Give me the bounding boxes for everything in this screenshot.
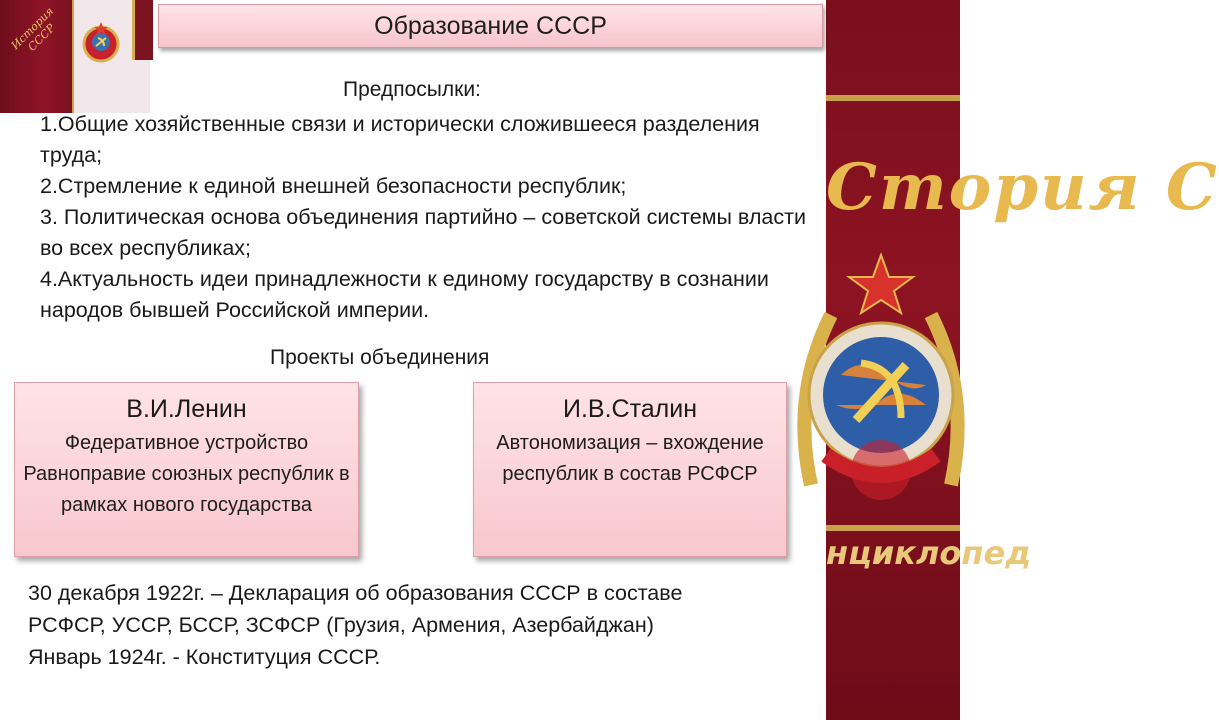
- prerequisite-item: 2.Стремление к единой внешней безопасности республик;: [40, 174, 627, 198]
- card-name: В.И.Ленин: [126, 395, 247, 423]
- stalin-project-card: [473, 382, 787, 557]
- prerequisite-item: 4.Актуальность идеи принадлежности к единому государству в сознании народов бывшей Российской империи.: [40, 267, 769, 322]
- encyclopedia-cover-image: [826, 0, 1219, 720]
- conclusion-text: [28, 577, 828, 673]
- book-image: [0, 0, 74, 113]
- card-description: Федеративное устройство Равноправие союзных республик в рамках нового государства: [23, 432, 350, 516]
- conclusion-line: 30 декабря 1922г. – Декларация об образования СССР в составе: [28, 581, 683, 605]
- gold-band: [826, 95, 960, 101]
- book-spine-corner: [132, 0, 153, 60]
- prerequisite-item: 1.Общие хозяйственные связи и исторически сложившееся разделения труда;: [40, 112, 760, 167]
- card-name: И.В.Сталин: [562, 395, 698, 423]
- conclusion-line: Январь 1924г. - Конституция СССР.: [28, 645, 381, 669]
- soviet-emblem-icon: [80, 20, 122, 70]
- prerequisites-heading: Предпосылки:: [343, 78, 481, 101]
- cover-title-text: Стория С: [826, 150, 1219, 225]
- conclusion-line: РСФСР, УССР, БССР, ЗСФСР (Грузия, Армения, Азербайджан): [28, 613, 654, 637]
- book-cover-thumbnail: [0, 0, 150, 113]
- projects-heading: Проекты объединения: [270, 346, 490, 369]
- slide-title: Образование СССР: [158, 4, 823, 48]
- prerequisite-item: 3. Политическая основа объединения партийно – советской системы власти во всех республиках;: [40, 205, 806, 260]
- gold-band: [826, 525, 960, 531]
- prerequisites-list: [40, 109, 820, 326]
- lenin-project-card: [14, 382, 359, 557]
- cover-footer-text: нциклопед: [826, 534, 1032, 572]
- book-thumb-title: История СССР: [8, 4, 58, 54]
- card-description: Автономизация – вхождение республик в состав РСФСР: [496, 432, 764, 485]
